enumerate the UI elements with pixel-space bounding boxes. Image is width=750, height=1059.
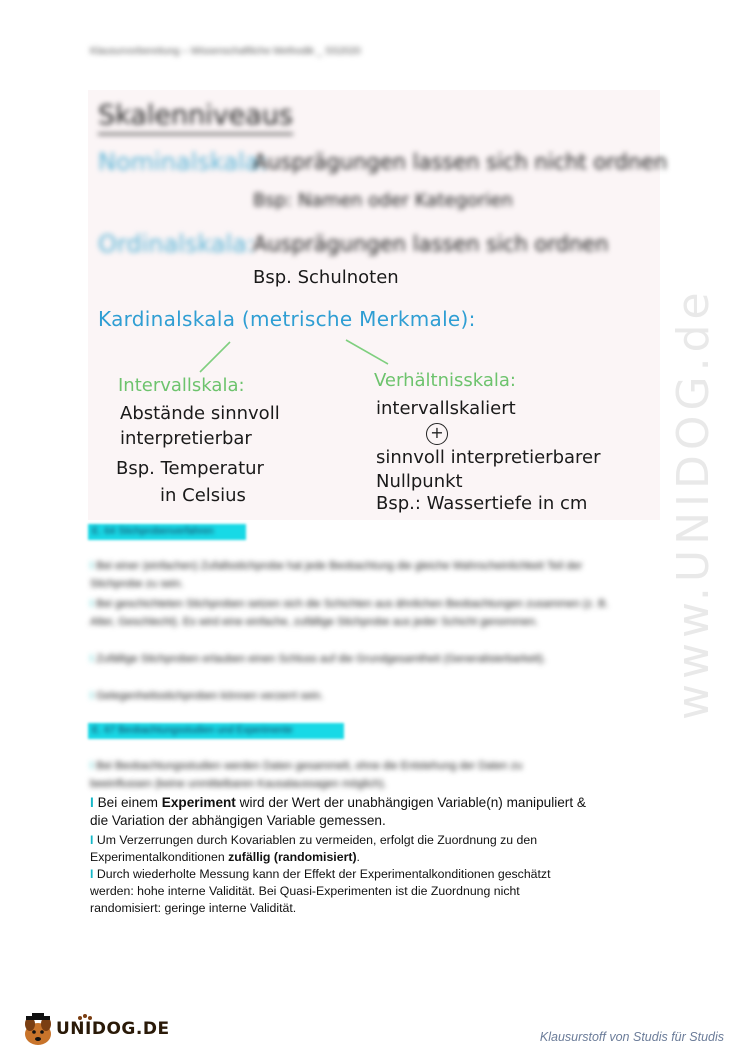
verhaeltnis-line1: intervallskaliert — [376, 398, 516, 419]
paragraph-experiment: I Bei einem Experiment wird der Wert der unabhängigen Variable(n) manipuliert & die Variation der abhängigen Variable gemessen. — [90, 795, 586, 828]
nominal-line2: Bsp: Namen oder Kategorien — [253, 190, 513, 211]
logo-text: UNIDOG.DE — [56, 1019, 170, 1039]
ordinal-line1: Ausprägungen lassen sich ordnen — [253, 232, 609, 256]
section-heading-experimente: E. 67 Beobachtungsstudien und Experimente — [88, 723, 344, 739]
footer-tagline: Klausurstoff von Studis für Studis — [539, 1030, 724, 1044]
paragraph-gelegenheit: I Gelegenheitsstichproben können verzerrt sein. — [90, 690, 324, 702]
ordinal-label: Ordinalskala: — [98, 230, 255, 258]
kardinal-label: Kardinalskala (metrische Merkmale): — [98, 307, 476, 331]
nominal-line1: Ausprägungen lassen sich nicht ordnen — [253, 150, 668, 174]
verhaeltnis-line4: Bsp.: Wassertiefe in cm — [376, 493, 588, 514]
plus-circle-icon: + — [426, 423, 448, 445]
paragraph-beobachtungsstudien: I Bei Beobachtungsstudien werden Daten gesammelt, ohne die Entstehung der Daten zu beeinflussen (keine unmittelbaren Kausalaussagen möglich). — [90, 760, 523, 790]
intervall-label: Intervallskala: — [118, 375, 245, 396]
paragraph-messung: I Durch wiederholte Messung kann der Effekt der Experimentalkonditionen geschätzt werden: hohe interne Validität. Bei Quasi-Experimenten ist die Zuordnung nicht randomisiert: geringe interne Validität. — [90, 867, 551, 915]
verhaeltnis-line2: sinnvoll interpretierbarer — [376, 447, 601, 468]
page-header: Klausurvorbereitung – Wissenschaftliche Methodik _ SS2020 — [90, 46, 361, 57]
intervall-line4: in Celsius — [160, 485, 246, 506]
paragraph-randomisiert: I Um Verzerrungen durch Kovariablen zu vermeiden, erfolgt die Zuordnung zu den Experimentalkonditionen zufällig (randomisiert). — [90, 833, 538, 864]
handwritten-note — [88, 90, 668, 520]
verhaeltnis-line3: Nullpunkt — [376, 471, 463, 492]
intervall-line3: Bsp. Temperatur — [116, 458, 264, 479]
nominal-label: Nominalskala: — [98, 148, 268, 176]
paragraph-zufallsstichprobe: I Bei einer (einfachen) Zufallsstichprobe hat jede Beobachtung die gleiche Wahrscheinlichkeit Teil der Stichprobe zu sein. — [90, 560, 583, 590]
ordinal-line2: Bsp. Schulnoten — [253, 267, 399, 288]
section-heading-stichproben: E. 64 Stichprobenverfahren — [88, 524, 246, 540]
intervall-line1: Abstände sinnvoll — [120, 403, 280, 424]
verhaeltnis-label: Verhältnisskala: — [374, 370, 516, 391]
intervall-line2: interpretierbar — [120, 428, 252, 449]
paragraph-generalisierbarkeit: I Zufällige Stichproben erlauben einen Schluss auf die Grundgesamtheit (Generalisierbarkeit). — [90, 653, 547, 665]
paragraph-geschichtet: I Bei geschichteten Stichproben setzen sich die Schichten aus ähnlichen Beobachtungen zusammen (z. B. Alter, Geschlecht). Es wird eine einfache, zufällige Stichprobe aus jeder Schicht genommen. — [90, 598, 609, 628]
watermark: www.UNIDOG.de — [668, 287, 719, 720]
note-title: Skalenniveaus — [98, 100, 293, 135]
